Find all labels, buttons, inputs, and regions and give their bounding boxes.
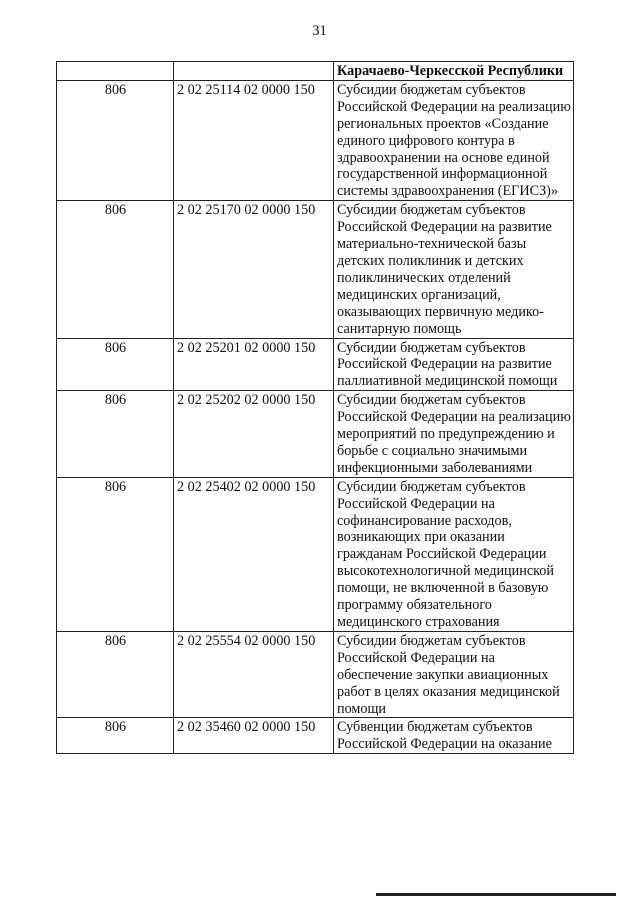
- budget-classification-table: [56, 61, 574, 754]
- description-cell: Субсидии бюджетам субъектов Российской Федерации на развитие материально-технической базы детских поликлиник и детских поликлинических отделений медицинских организаций, оказывающих первичную медико-санитарную помощь: [334, 201, 574, 338]
- kbk-code-cell: 2 02 25114 02 0000 150: [174, 80, 334, 200]
- header-cell-admin-code: [57, 62, 174, 81]
- header-cell-region: [334, 62, 574, 81]
- table-header-row: [57, 62, 574, 81]
- header-cell-kbk-code: [174, 62, 334, 81]
- description-cell: Субсидии бюджетам субъектов Российской Федерации на софинансирование расходов, возникающих при оказании гражданам Российской Федерации высокотехнологичной медицинской помощи, не включенной в базовую программу обязательного медицинского страхования: [334, 477, 574, 631]
- description-cell: Субсидии бюджетам субъектов Российской Федерации на развитие паллиативной медицинской помощи: [334, 338, 574, 391]
- admin-code-cell: 806: [57, 80, 174, 200]
- admin-code-cell: 806: [57, 631, 174, 718]
- kbk-code-cell: 2 02 25202 02 0000 150: [174, 391, 334, 478]
- table-row: [57, 201, 574, 338]
- table-row: [57, 391, 574, 478]
- admin-code-cell: 806: [57, 338, 174, 391]
- description-cell: Субсидии бюджетам субъектов Российской Федерации на реализацию мероприятий по предупреждению и борьбе с социально значимыми инфекционными заболеваниями: [334, 391, 574, 478]
- kbk-code-cell: 2 02 25170 02 0000 150: [174, 201, 334, 338]
- kbk-code-cell: 2 02 35460 02 0000 150: [174, 718, 334, 754]
- table-row: [57, 477, 574, 631]
- table-row: [57, 80, 574, 200]
- description-cell: Субсидии бюджетам субъектов Российской Федерации на обеспечение закупки авиационных работ в целях оказания медицинской помощи: [334, 631, 574, 718]
- footer-rule: [376, 893, 616, 896]
- admin-code-cell: 806: [57, 477, 174, 631]
- table-row: [57, 338, 574, 391]
- kbk-code-cell: 2 02 25554 02 0000 150: [174, 631, 334, 718]
- table-row: [57, 631, 574, 718]
- kbk-code-cell: 2 02 25402 02 0000 150: [174, 477, 334, 631]
- kbk-code-cell: 2 02 25201 02 0000 150: [174, 338, 334, 391]
- admin-code-cell: 806: [57, 718, 174, 754]
- page-number: 31: [312, 23, 327, 39]
- header-region-text: Карачаево-Черкесской Республики: [337, 63, 564, 79]
- table-row: [57, 718, 574, 754]
- description-cell: Субсидии бюджетам субъектов Российской Федерации на реализацию региональных проектов «Создание единого цифрового контура в здравоохранении на основе единой государственной информационной системы здравоохранения (ЕГИСЗ)»: [334, 80, 574, 200]
- admin-code-cell: 806: [57, 201, 174, 338]
- admin-code-cell: 806: [57, 391, 174, 478]
- description-cell: Субвенции бюджетам субъектов Российской Федерации на оказание: [334, 718, 574, 754]
